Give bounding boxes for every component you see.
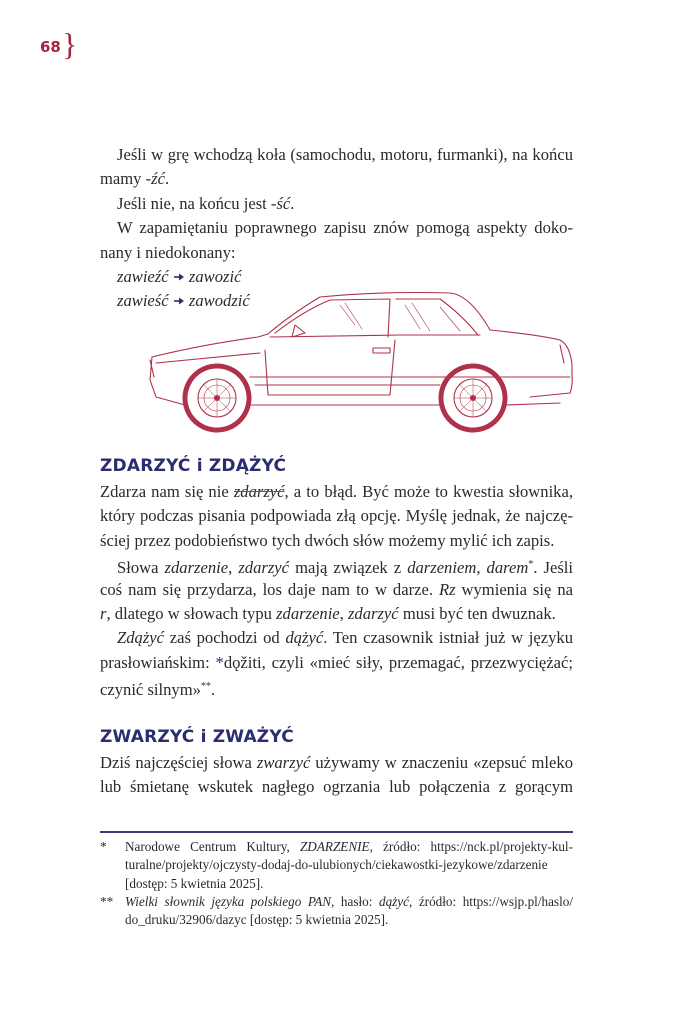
text-run: . Ten czasownik istniał już w języku — [323, 628, 574, 648]
text-run: Narodowe Centrum Kultury, — [125, 839, 300, 854]
italic-text: zdarzenie — [276, 603, 340, 623]
text-run: musi być ten dwuznak. — [398, 603, 556, 623]
text-run: , źródło: https://wsjp.pl/haslo/ — [409, 894, 573, 909]
text-line — [100, 192, 573, 216]
text-line — [125, 875, 573, 893]
footnote-2 — [100, 893, 573, 930]
brace-ornament-icon: } — [62, 26, 78, 62]
text-run: W zapamiętaniu poprawnego zapisu znów pomogą aspekty doko- — [117, 218, 573, 238]
text-line — [100, 626, 573, 650]
text-run: , — [228, 558, 239, 578]
text-run: Dziś najczęściej słowa — [100, 753, 257, 772]
text-run: . — [164, 169, 170, 189]
italic-text: zdarzyć — [238, 558, 290, 578]
page-number-text: 68 — [40, 38, 61, 56]
italic-text: dążyć — [378, 894, 409, 909]
text-run: . — [210, 680, 216, 700]
text-run: * — [215, 652, 224, 672]
text-run: Jeśli w grę wchodzą koła (samochodu, motoru, furmanki), na końcu — [117, 145, 573, 164]
arrow-right-icon — [173, 272, 185, 282]
text-run: , — [339, 603, 348, 623]
text-line — [100, 751, 573, 775]
text-run: lub śmietanę wskutek nagłego ogrzania lub połączenia z gorącym — [100, 777, 573, 797]
text-run: , — [476, 558, 487, 578]
text-run: * — [528, 559, 534, 571]
text-run: . Jeśli — [533, 558, 574, 578]
italic-text: Rz — [438, 579, 456, 599]
footnote-marker: ** — [100, 894, 114, 909]
text-line — [125, 893, 573, 911]
italic-text: źć — [151, 169, 165, 189]
text-run: Zdarza nam się nie — [100, 482, 234, 501]
text-line — [125, 911, 573, 929]
text-run: mamy - — [100, 169, 152, 189]
text-run: zaś pochodzi od — [164, 628, 286, 648]
text-run: który podczas pisania podpowiada złą opcję. Myślę jednak, że najczę- — [100, 506, 573, 526]
text-run: ściej przez podobieństwo tych dwóch słów możemy mylić ich zapis. — [100, 530, 555, 550]
text-line — [100, 675, 573, 699]
text-line — [100, 775, 573, 799]
text-line — [100, 504, 573, 528]
text-run: turalne/projekty/ojczysty-dodaj-do-ulubionych/ciekawostki-jezykowe/zdarzenie — [125, 857, 548, 873]
footnote-1 — [100, 838, 573, 893]
text-run: używamy w znaczeniu «zepsuć mleko — [310, 753, 573, 772]
italic-text: dążyć — [285, 628, 324, 648]
text-run: ** — [200, 681, 211, 693]
italic-text: darzeniem — [407, 558, 477, 578]
text-line — [100, 480, 573, 504]
italic-text: zawieść — [117, 291, 173, 311]
italic-text: zdarzyć — [347, 603, 399, 623]
text-run: mają związek z — [289, 558, 408, 578]
italic-text: Zdążyć — [117, 628, 165, 648]
text-run: dǫžiti, czyli «mieć siły, przemagać, przezwyciężać; — [223, 652, 574, 672]
text-run: czynić silnym» — [100, 680, 201, 700]
italic-text: zawodzić — [184, 291, 250, 311]
text-run: . — [290, 193, 295, 213]
italic-text: ść — [276, 193, 291, 213]
section-heading-zwarzyc: ZWARZYĆ i ZWAŻYĆ — [100, 727, 294, 747]
text-line — [100, 529, 573, 553]
footnote-marker: * — [100, 839, 107, 854]
text-line — [100, 602, 573, 626]
text-line — [100, 578, 573, 602]
italic-text: zawieźć — [117, 266, 173, 286]
italic-text: r — [100, 603, 107, 623]
section-heading-zdarzyc: ZDARZYĆ i ZDĄŻYĆ — [100, 456, 287, 476]
text-line — [100, 167, 573, 191]
text-line — [125, 838, 573, 856]
text-run: wymienia się na — [455, 579, 573, 599]
text-line — [100, 553, 573, 577]
text-line — [125, 856, 573, 874]
text-line — [100, 143, 573, 167]
text-line — [100, 216, 573, 240]
italic-text: zawozić — [184, 266, 242, 286]
text-line — [100, 651, 573, 675]
car-illustration-icon — [140, 285, 580, 435]
italic-text: ZDARZENIE — [299, 839, 370, 854]
text-run: , a to błąd. Być może to kwestia słownika, — [284, 482, 573, 501]
struck-word: zdarzyć — [233, 482, 285, 501]
italic-text: zwarzyć — [256, 753, 311, 772]
text-run: do_druku/32906/dazyc [dostęp: 5 kwietnia 2025]. — [125, 912, 389, 928]
section1-text — [100, 480, 573, 700]
footnote-divider — [100, 831, 573, 833]
text-run: , dlatego w słowach typu — [106, 603, 277, 623]
text-line — [100, 241, 573, 265]
italic-text: darem — [486, 558, 529, 578]
section2-text — [100, 751, 573, 800]
text-run: , hasło: — [331, 894, 379, 909]
text-run: [dostęp: 5 kwietnia 2025]. — [125, 875, 264, 891]
text-run: Jeśli nie, na końcu jest - — [117, 193, 277, 213]
italic-text: Wielki słownik języka polskiego PAN — [125, 894, 332, 909]
text-run: nany i niedokonany: — [100, 242, 236, 262]
text-run: prasłowiańskim: — [100, 652, 216, 672]
italic-text: zdarzenie — [164, 558, 229, 578]
text-run: coś nam się przydarza, los daje nam to w darze. — [100, 579, 439, 599]
text-run: Słowa — [117, 558, 165, 578]
text-run: , źródło: https://nck.pl/projekty-kul- — [369, 839, 573, 854]
